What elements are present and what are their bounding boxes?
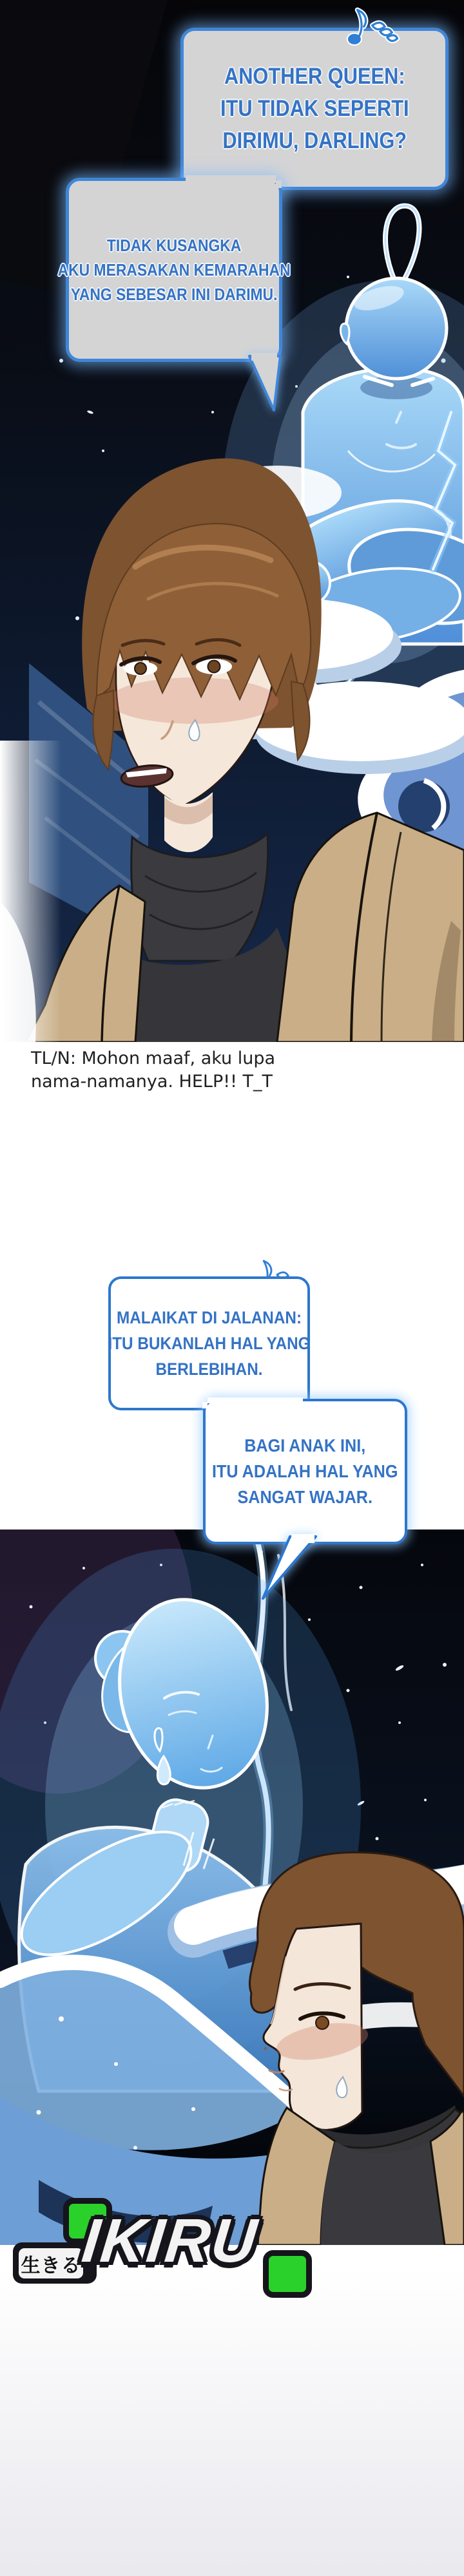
speech-bubble-wajar — [203, 1399, 407, 1544]
bubble-merge-patch — [202, 1402, 208, 1408]
bubble-line: YANG SEBESAR INI DARIMU. — [70, 285, 278, 304]
logo-jp-text: 生きる — [21, 2255, 81, 2277]
narration-bubble-another-queen — [180, 28, 449, 190]
bubble-line: AKU MERASAKAN KEMARAHAN — [57, 260, 291, 279]
bubble-merge-patch — [307, 1402, 312, 1409]
speech-bubble-malaikat — [108, 1276, 310, 1410]
bubble-line: BAGI ANAK INI, — [244, 1435, 366, 1455]
logo-ikiru-text: IKIRU — [79, 2206, 262, 2275]
bubble-line: ITU ADALAH HAL YANG — [212, 1461, 398, 1481]
bubble-line: TIDAK KUSANGKA — [106, 236, 242, 255]
bubble-tail-patch — [251, 353, 277, 361]
bubble-tail — [242, 351, 293, 415]
bubble-merge-patch — [186, 175, 276, 183]
bubble-tail — [255, 1533, 325, 1604]
bubble-line: MALAIKAT DI JALANAN: — [116, 1308, 302, 1327]
bubble-tail-patch — [291, 1534, 314, 1543]
bubble-line: SANGAT WAJAR. — [237, 1487, 373, 1507]
bubble-line: ITU BUKANLAH HAL YANG — [108, 1334, 311, 1353]
translator-note — [31, 1047, 418, 1094]
logo-green-block-bottom — [263, 2250, 312, 2298]
bubble-merge-patch — [208, 1397, 303, 1403]
narration-bubble-rage — [57, 178, 291, 362]
bubble-merge-patch — [181, 181, 187, 188]
bubble-merge-patch — [276, 180, 282, 188]
bubble-merge-patch — [208, 1406, 304, 1412]
bubble-line: BERLEBIHAN. — [155, 1359, 263, 1379]
bubble-line: DIRIMU, DARLING? — [222, 128, 407, 153]
scanlation-logo — [0, 2190, 335, 2309]
translator-note-line: nama-namanya. HELP!! T_T — [31, 1072, 273, 1092]
translator-note-line: TL/N: Mohon maaf, aku lupa — [31, 1048, 276, 1068]
bubble-line: ITU TIDAK SEPERTI — [220, 96, 409, 121]
bubble-line: ANOTHER QUEEN: — [224, 64, 405, 89]
logo-jp-badge — [19, 2248, 83, 2278]
music-notes-icon — [345, 3, 402, 48]
protagonist-profile-figure — [249, 1852, 464, 2245]
panel-spirit-woman-scene — [0, 1530, 464, 2245]
bubble-merge-patch — [186, 184, 276, 193]
